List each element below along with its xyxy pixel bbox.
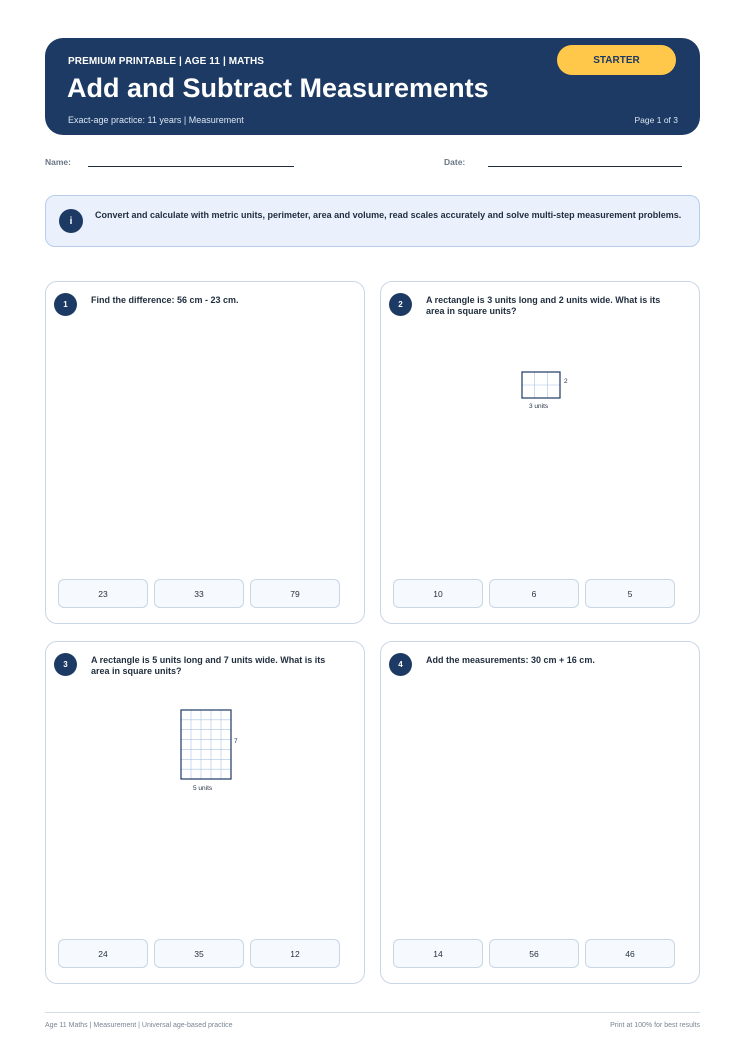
- date-label: Date:: [444, 157, 466, 167]
- height-label: 7: [234, 738, 238, 745]
- answer-choice[interactable]: 35: [154, 939, 244, 968]
- info-text: Convert and calculate with metric units, perimeter, area and volume, read scales accurately and solve multi-step measurement problems.: [95, 210, 682, 220]
- question-text: A rectangle is 3 units long and 2 units wide. What is its area in square units?: [426, 295, 661, 316]
- height-label: 2: [564, 378, 568, 385]
- answer-choice[interactable]: 79: [250, 579, 340, 608]
- answer-choice[interactable]: 56: [489, 939, 579, 968]
- level-badge: STARTER: [557, 45, 676, 75]
- area-grid-diagram: [180, 709, 232, 780]
- question-text: Find the difference: 56 cm - 23 cm.: [91, 295, 239, 305]
- answer-choice[interactable]: 12: [250, 939, 340, 968]
- answer-choice[interactable]: 46: [585, 939, 675, 968]
- area-grid-diagram: [521, 371, 561, 399]
- rectangle-outline: [181, 710, 231, 779]
- page-number: Page 1 of 3: [634, 115, 678, 125]
- header-subtitle: Exact-age practice: 11 years | Measurement: [68, 115, 244, 125]
- footer-divider: [45, 1012, 700, 1013]
- answer-choice[interactable]: 23: [58, 579, 148, 608]
- footer-left: Age 11 Maths | Measurement | Universal age-based practice: [45, 1022, 233, 1029]
- question-number: 4: [389, 653, 412, 676]
- question-card-3: [45, 641, 365, 984]
- page-title: Add and Subtract Measurements: [67, 73, 489, 103]
- question-text: Add the measurements: 30 cm + 16 cm.: [426, 655, 595, 665]
- answer-choice[interactable]: 33: [154, 579, 244, 608]
- width-label: 3 units: [529, 403, 549, 410]
- worksheet-header: [45, 38, 700, 135]
- question-text: A rectangle is 5 units long and 7 units wide. What is its area in square units?: [91, 655, 326, 676]
- info-box: [45, 195, 700, 247]
- answer-choice[interactable]: 10: [393, 579, 483, 608]
- header-kicker: PREMIUM PRINTABLE | AGE 11 | MATHS: [68, 56, 265, 67]
- answer-choice[interactable]: 6: [489, 579, 579, 608]
- info-icon: i: [59, 209, 83, 233]
- name-label: Name:: [45, 157, 71, 167]
- footer-right: Print at 100% for best results: [610, 1022, 700, 1029]
- name-line[interactable]: [88, 166, 294, 167]
- question-number: 2: [389, 293, 412, 316]
- question-card-2: [380, 281, 700, 624]
- question-number: 1: [54, 293, 77, 316]
- answer-choice[interactable]: 24: [58, 939, 148, 968]
- question-number: 3: [54, 653, 77, 676]
- answer-choice[interactable]: 14: [393, 939, 483, 968]
- answer-choice[interactable]: 5: [585, 579, 675, 608]
- question-card-1: [45, 281, 365, 624]
- question-card-4: [380, 641, 700, 984]
- width-label: 5 units: [193, 785, 213, 792]
- date-line[interactable]: [488, 166, 682, 167]
